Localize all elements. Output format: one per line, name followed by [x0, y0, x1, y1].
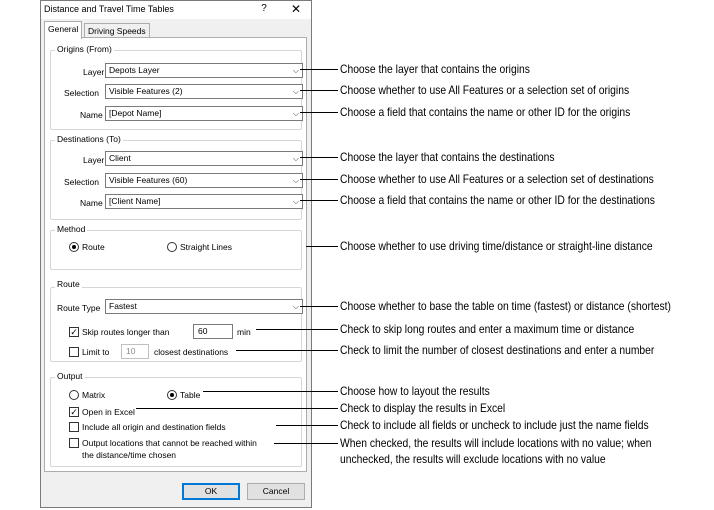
annotation-route-type: Choose whether to base the table on time (fastest) or distance (shortest) [340, 299, 671, 313]
annotation-include-fields: Check to include all fields or uncheck to include just the name fields [340, 418, 649, 432]
origins-selection-dropdown[interactable] [105, 84, 303, 99]
leader-line [300, 69, 338, 70]
annotation-unreachable-line2: unchecked, the results will exclude locations with no value [340, 452, 606, 466]
open-in-excel-label: Open in Excel [82, 407, 135, 417]
route-type-value: Fastest [109, 301, 137, 311]
destinations-selection-label: Selection [64, 177, 99, 187]
origins-selection-label: Selection [64, 88, 99, 98]
chevron-down-icon: ⌵ [292, 87, 299, 96]
leader-line [306, 246, 338, 247]
leader-line [236, 350, 338, 351]
chevron-down-icon: ⌵ [292, 302, 299, 311]
destinations-selection-dropdown[interactable] [105, 173, 303, 188]
leader-line [300, 112, 338, 113]
limit-to-input[interactable]: 10 [121, 344, 149, 359]
dialog-window [40, 0, 312, 508]
output-table-label: Table [180, 390, 201, 400]
leader-line [276, 425, 338, 426]
annotation-destinations-layer: Choose the layer that contains the destinations [340, 150, 555, 164]
chevron-down-icon: ⌵ [292, 109, 299, 118]
leader-line [300, 157, 338, 158]
method-route-label: Route [82, 242, 105, 252]
close-button[interactable]: ✕ [290, 2, 302, 16]
include-fields-label: Include all origin and destination fields [82, 422, 226, 432]
annotation-skip-routes: Check to skip long routes and enter a maximum time or distance [340, 322, 635, 336]
dialog-title: Distance and Travel Time Tables [44, 4, 174, 14]
destinations-selection-value: Visible Features (60) [109, 175, 188, 185]
leader-line [300, 306, 338, 307]
origins-group-label: Origins (From) [57, 44, 112, 54]
leader-line [136, 408, 338, 409]
annotation-open-excel: Check to display the results in Excel [340, 401, 506, 415]
route-group-label: Route [57, 279, 80, 289]
annotation-origins-name: Choose a field that contains the name or other ID for the origins [340, 105, 631, 119]
output-matrix-label: Matrix [82, 390, 106, 400]
destinations-group-label: Destinations (To) [57, 134, 121, 144]
leader-line [274, 443, 338, 444]
annotation-output-layout: Choose how to layout the results [340, 384, 490, 398]
title-bar [41, 1, 311, 19]
leader-line [300, 90, 338, 91]
route-type-dropdown[interactable] [105, 299, 303, 314]
chevron-down-icon: ⌵ [292, 154, 299, 163]
limit-to-checkbox[interactable] [69, 347, 79, 357]
leader-line [300, 179, 338, 180]
ok-button[interactable]: OK [182, 483, 240, 500]
unreachable-label-line2: the distance/time chosen [82, 450, 177, 460]
cancel-button[interactable]: Cancel [247, 483, 305, 500]
origins-name-value: [Depot Name] [109, 108, 162, 118]
annotation-unreachable-line1: When checked, the results will include locations with no value; when [340, 436, 652, 450]
annotation-destinations-selection: Choose whether to use All Features or a selection set of destinations [340, 172, 654, 186]
tab-driving-speeds[interactable]: Driving Speeds [84, 23, 150, 38]
destinations-layer-label: Layer [83, 155, 105, 165]
unreachable-checkbox[interactable] [69, 438, 79, 448]
destinations-layer-dropdown[interactable] [105, 151, 303, 166]
annotation-origins-selection: Choose whether to use All Features or a selection set of origins [340, 83, 630, 97]
chevron-down-icon: ⌵ [292, 197, 299, 206]
annotation-limit-to: Check to limit the number of closest destinations and enter a number [340, 343, 655, 357]
tab-general[interactable]: General [44, 21, 82, 39]
leader-line [256, 329, 338, 330]
skip-routes-label: Skip routes longer than [82, 327, 170, 337]
annotation-destinations-name: Choose a field that contains the name or other ID for the destinations [340, 193, 655, 207]
method-group-label: Method [57, 224, 86, 234]
output-group-label: Output [57, 371, 83, 381]
chevron-down-icon: ⌵ [292, 176, 299, 185]
destinations-name-value: [Client Name] [109, 196, 161, 206]
annotation-origins-layer: Choose the layer that contains the origins [340, 62, 530, 76]
origins-layer-label: Layer [83, 67, 105, 77]
origins-name-label: Name [80, 110, 103, 120]
unreachable-label-line1: Output locations that cannot be reached within [82, 438, 257, 448]
annotation-method: Choose whether to use driving time/distance or straight-line distance [340, 239, 653, 253]
output-table-radio[interactable] [167, 390, 177, 400]
skip-routes-input[interactable]: 60 [193, 324, 233, 339]
method-route-radio[interactable] [69, 242, 79, 252]
method-straight-lines-label: Straight Lines [180, 242, 232, 252]
leader-line [203, 391, 338, 392]
destinations-name-label: Name [80, 198, 103, 208]
include-fields-checkbox[interactable] [69, 422, 79, 432]
skip-routes-unit: min [237, 327, 251, 337]
limit-to-suffix: closest destinations [154, 347, 229, 357]
limit-to-label: Limit to [82, 347, 110, 357]
general-tab-panel [44, 37, 307, 472]
skip-routes-checkbox[interactable]: ✓ [70, 327, 78, 337]
chevron-down-icon: ⌵ [292, 66, 299, 75]
origins-layer-value: Depots Layer [109, 65, 160, 75]
origins-name-dropdown[interactable] [105, 106, 303, 121]
destinations-name-dropdown[interactable] [105, 194, 303, 209]
method-straight-lines-radio[interactable] [167, 242, 177, 252]
leader-line [300, 200, 338, 201]
origins-layer-dropdown[interactable] [105, 63, 303, 78]
route-type-label: Route Type [57, 303, 101, 313]
destinations-layer-value: Client [109, 153, 131, 163]
open-in-excel-checkbox[interactable]: ✓ [70, 407, 78, 417]
origins-selection-value: Visible Features (2) [109, 86, 183, 96]
help-button[interactable]: ? [261, 3, 267, 14]
output-matrix-radio[interactable] [69, 390, 79, 400]
